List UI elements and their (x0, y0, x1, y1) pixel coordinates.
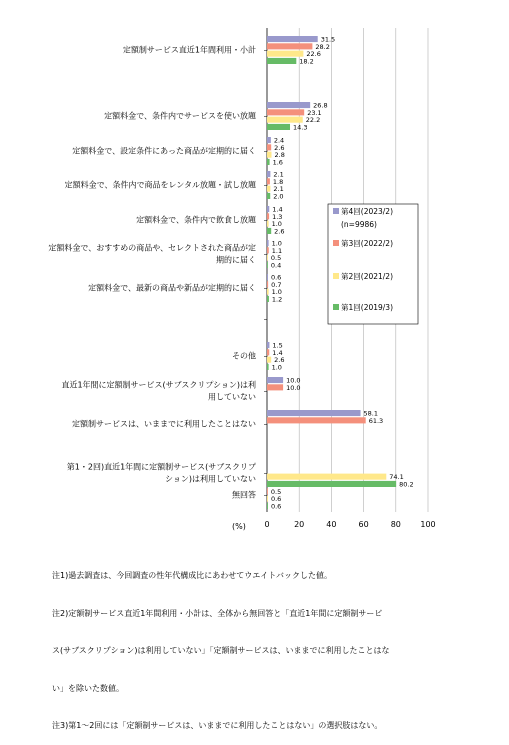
value-label: 1.0 (271, 363, 282, 372)
value-label: 2.1 (273, 170, 284, 179)
bar (267, 240, 269, 246)
bar (267, 178, 270, 184)
value-label: 0.6 (270, 502, 282, 511)
value-label: 22.6 (306, 50, 321, 59)
bar (267, 417, 366, 423)
legend-label: 第2回(2021/2) (341, 272, 394, 281)
legend-label: 第3回(2022/2) (341, 239, 394, 248)
x-tick-label: 40 (326, 520, 337, 529)
bar (267, 481, 396, 487)
bar (267, 117, 303, 123)
bar (267, 206, 269, 212)
value-label: 2.6 (274, 227, 285, 236)
bar (267, 296, 269, 302)
x-tick-label: 20 (294, 520, 305, 529)
value-label: 0.6 (270, 495, 282, 504)
value-label: 2.6 (274, 356, 285, 365)
value-label: 31.5 (320, 35, 336, 44)
bar (267, 503, 268, 509)
value-label: 10.0 (286, 376, 301, 385)
value-label: 1.4 (272, 205, 283, 214)
bar (267, 213, 269, 219)
legend-swatch (333, 304, 339, 310)
bar (267, 102, 310, 108)
category-label: 期的に届く (216, 255, 256, 265)
bar (267, 342, 269, 348)
value-label: 1.2 (271, 295, 283, 304)
value-label: 2.4 (273, 136, 285, 145)
value-label: 1.0 (271, 239, 282, 248)
legend-swatch (333, 240, 339, 246)
category-label: 用していない (208, 392, 256, 402)
value-label: 2.0 (273, 192, 284, 201)
value-label: 1.0 (271, 220, 282, 229)
bar (267, 43, 312, 49)
category-label: ション)は利用していない (165, 474, 256, 484)
bar (267, 384, 283, 390)
category-label: 第1・2回)直近1年間に定額制サービス(サブスクリプ (66, 462, 256, 472)
value-label: 74.1 (389, 473, 404, 482)
category-label: 無回答 (232, 490, 256, 500)
category-label: 定額料金で、条件内でサービスを使い放題 (104, 111, 256, 121)
bar (267, 474, 386, 480)
bar (267, 281, 268, 287)
bar (267, 262, 268, 268)
value-label: 1.1 (271, 246, 283, 255)
category-label: 定額料金で、おすすめの商品や、セレクトされた商品が定 (48, 243, 256, 253)
value-label: 0.5 (270, 487, 282, 496)
value-label: 1.6 (272, 158, 283, 167)
value-label: 80.2 (399, 480, 414, 489)
x-tick-label: 100 (420, 520, 436, 529)
legend-label: 第1回(2019/3) (341, 303, 394, 312)
value-label: 22.2 (305, 116, 321, 125)
category-label: 直近1年間に定額制サービス(サブスクリプション)は利 (61, 380, 256, 390)
x-tick-label: 0 (264, 520, 270, 529)
bar (267, 152, 272, 158)
legend-swatch (333, 273, 339, 279)
footnote-1: 注1)過去調査は、今回調査の性年代構成比にあわせてウエイトバックした値。 (52, 571, 333, 580)
footnote-3: 注3)第1～2回には「定額制サービスは、いままでに利用したことはない」の選択肢はない。 (52, 721, 383, 730)
category-label: その他 (232, 351, 256, 361)
bar (267, 144, 271, 150)
value-label: 1.4 (272, 348, 283, 357)
value-label: 1.8 (272, 177, 284, 186)
value-label: 58.1 (363, 409, 379, 418)
x-tick-label: 60 (358, 520, 369, 529)
category-label: 定額制サービス直近1年間利用・小計 (122, 45, 256, 55)
bar (267, 137, 271, 143)
value-label: 0.7 (271, 280, 282, 289)
category-label: 定額料金で、設定条件にあった商品が定期的に届く (72, 146, 256, 156)
footnote-2-line-2: ス(サブスクリプション)は利用していない」「定額制サービスは、いままでに利用したことはな (52, 646, 390, 655)
value-label: 1.5 (272, 341, 283, 350)
value-label: 18.2 (299, 57, 314, 66)
value-label: 2.1 (273, 185, 284, 194)
bar (267, 193, 270, 199)
x-tick-label: 80 (390, 520, 401, 529)
footnotes (52, 545, 492, 745)
category-label: 定額料金で、最新の商品や新品が定期的に届く (88, 283, 256, 293)
value-label: 1.0 (271, 288, 282, 297)
value-label: 2.6 (274, 143, 285, 152)
unit-label: (%) (232, 522, 246, 531)
bar (267, 171, 270, 177)
value-label: 23.1 (307, 108, 322, 117)
bar (267, 228, 271, 234)
footnote-2-line-1: 注2)定額制サービス直近1年間利用・小計は、全体から無回答と「直近1年間に定額制サービ (52, 608, 383, 618)
value-label: 14.3 (293, 123, 308, 132)
legend-swatch (333, 208, 339, 214)
value-label: 2.8 (274, 151, 285, 160)
footnote-2-line-3: い」を除いた数値。 (52, 683, 124, 693)
bar (267, 58, 296, 64)
bar (267, 488, 268, 494)
value-label: 0.6 (270, 273, 282, 282)
bar (267, 159, 270, 165)
bar (267, 247, 269, 253)
value-label: 0.5 (270, 254, 282, 263)
bar (267, 377, 283, 383)
bar (267, 496, 268, 502)
bar (267, 51, 303, 57)
value-label: 61.3 (368, 416, 384, 425)
bar (267, 364, 269, 370)
category-label: 定額料金で、条件内で商品をレンタル放題・試し放題 (64, 180, 256, 190)
bar (267, 36, 318, 42)
bar (267, 124, 290, 130)
value-label: 0.4 (270, 261, 282, 270)
bar (267, 274, 268, 280)
value-label: 28.2 (315, 42, 330, 51)
bar (267, 349, 269, 355)
bar (267, 186, 270, 192)
legend-note: (n=9986) (341, 220, 377, 229)
category-label: 定額制サービスは、いままでに利用したことはない (72, 419, 256, 429)
value-label: 10.0 (286, 383, 301, 392)
category-label: 定額料金で、条件内で飲食し放題 (136, 215, 256, 225)
bar (267, 357, 271, 363)
bar (267, 255, 268, 261)
value-label: 1.3 (272, 212, 283, 221)
legend-label: 第4回(2023/2) (341, 207, 394, 216)
bar (267, 410, 361, 416)
value-label: 26.8 (313, 101, 328, 110)
bar (267, 289, 269, 295)
bar (267, 109, 304, 115)
bar (267, 221, 269, 227)
